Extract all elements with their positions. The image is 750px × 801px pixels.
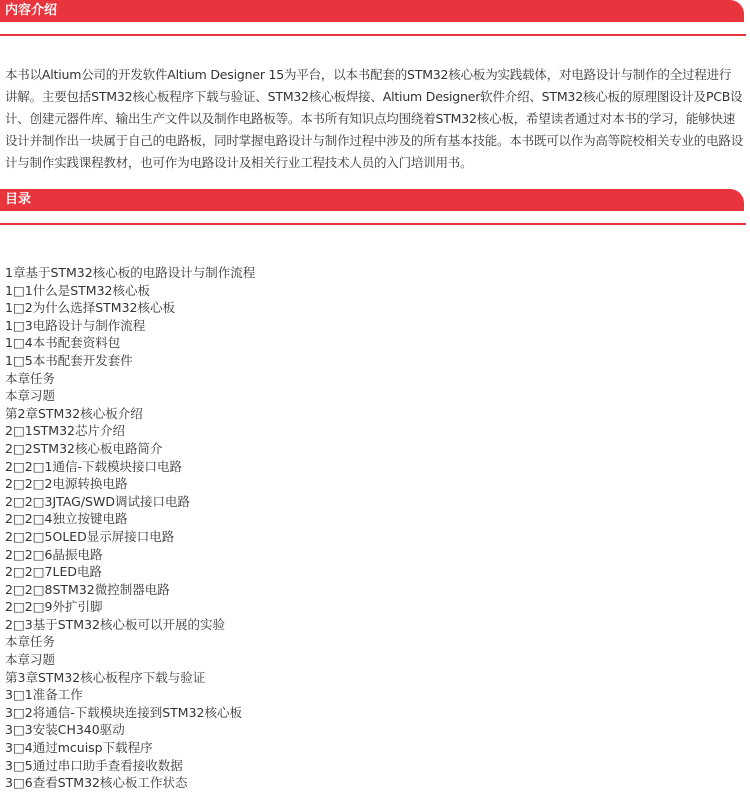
toc-entry: 3□5通过串口助手查看接收数据 [5, 757, 183, 773]
intro-heading: 内容介绍 [5, 3, 58, 18]
toc-entry: 1□5本书配套开发套件 [5, 352, 133, 368]
toc-section-header [0, 189, 750, 229]
toc-entry: 2□2STM32核心板电路简介 [5, 440, 163, 456]
section-tab [0, 189, 744, 211]
toc-entry: 本章习题 [5, 652, 56, 668]
toc-entry: 2□2□2电源转换电路 [5, 476, 128, 492]
toc-entry: 2□2□3JTAG/SWD调试接口电路 [5, 493, 190, 509]
toc-entry: 1□1什么是STM32核心板 [5, 282, 150, 298]
toc-entry: 1□3电路设计与制作流程 [5, 317, 146, 333]
toc-entry: 2□2□4独立按键电路 [5, 511, 128, 527]
toc-entry: 本章任务 [5, 634, 56, 650]
toc-entry: 3□2将通信-下载模块连接到STM32核心板 [5, 704, 242, 720]
intro-section-header [0, 0, 750, 40]
toc-entry: 2□2□6晶振电路 [5, 546, 103, 562]
toc-entry: 第2章STM32核心板介绍 [5, 405, 143, 421]
toc-entry: 本章习题 [5, 388, 56, 404]
toc-entry: 2□2□8STM32微控制器电路 [5, 581, 170, 597]
toc-entry: 第3章STM32核心板程序下载与验证 [5, 669, 206, 685]
toc-entry: 2□2□7LED电路 [5, 564, 102, 580]
toc-entry: 2□2□5OLED显示屏接口电路 [5, 528, 175, 544]
toc-entry: 2□3基于STM32核心板可以开展的实验 [5, 616, 225, 632]
toc-entry: 2□1STM32芯片介绍 [5, 423, 125, 439]
toc-entry: 3□1准备工作 [5, 687, 83, 703]
toc-entry: 本章任务 [5, 370, 56, 386]
toc-entry: 1□4本书配套资料包 [5, 335, 121, 351]
toc-entry: 2□2□1通信-下载模块接口电路 [5, 458, 182, 474]
toc-heading: 目录 [5, 192, 32, 207]
intro-paragraph: 本书以Altium公司的开发软件Altium Designer 15为平台，以本书配套的STM32核心板为实践载体，对电路设计与制作的全过程进行讲解。主要包括STM32核心板程序下载与验证、STM32核心板焊接、Altium Designer软件介绍、STM32核心板的原理图设计及PCB设计、创建元器件库、输出生产文件以及制作电路板等。本书所有知识点均围绕着STM32核心板，希望读者通过对本书的学习，能够快速设计并制作出一块属于自己的电路板，同时掌握电路设计与制作过程中涉及的所有基本技能。本书既可以作为高等院校相关专业的电路设计与制作实践课程教材，也可作为电路设计及相关行业工程技术人员的入门培训用书。 [5, 67, 744, 170]
toc-entry: 2□2□9外扩引脚 [5, 599, 103, 615]
section-divider [0, 223, 746, 225]
toc-entry: 3□4通过mcuisp下载程序 [5, 740, 153, 756]
toc-entry: 1章基于STM32核心板的电路设计与制作流程 [5, 265, 256, 280]
toc-entry: 3□3安装CH340驱动 [5, 722, 125, 738]
toc-list [5, 264, 255, 792]
section-tab [0, 0, 744, 22]
section-divider [0, 34, 746, 36]
toc-entry: 1□2为什么选择STM32核心板 [5, 300, 175, 316]
toc-entry: 3□6查看STM32核心板工作状态 [5, 775, 188, 791]
